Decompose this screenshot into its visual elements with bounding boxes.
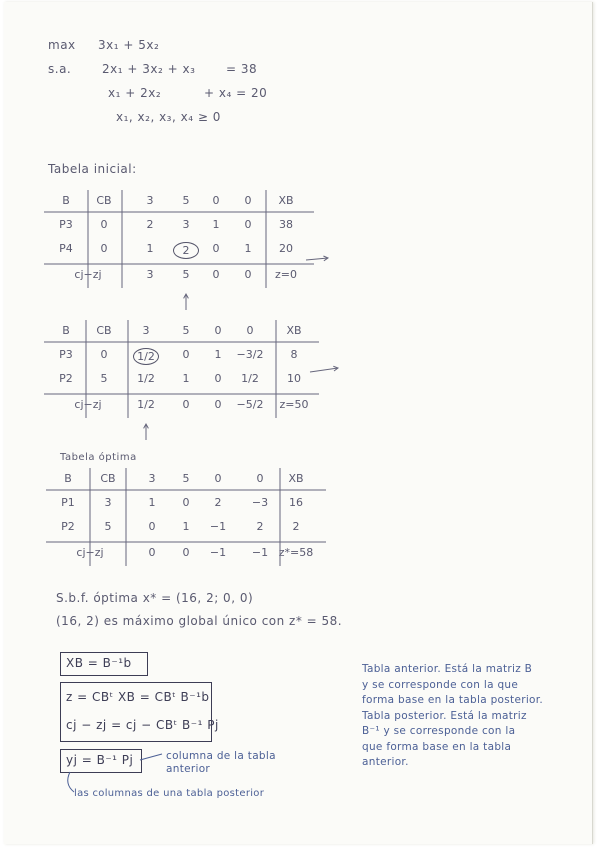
table-header-cell: CB	[96, 194, 112, 207]
side-note-line: forma base en la tabla posterior.	[362, 694, 544, 706]
table-cell: P2	[59, 372, 73, 385]
table-header-cell: 0	[214, 472, 222, 485]
table-cell: 5	[100, 372, 108, 385]
table-cell: 1	[182, 520, 190, 533]
pivot-element: 1/2	[133, 348, 159, 365]
table-header-cell: CB	[100, 472, 116, 485]
table-header-cell: 0	[246, 324, 254, 337]
table-cell: 1	[212, 218, 220, 231]
table-header-cell: 0	[212, 194, 220, 207]
reduced-cost-cell: 0	[148, 546, 156, 559]
pivot-element: 2	[173, 242, 199, 259]
side-note-line: B⁻¹ y se corresponde con la	[362, 725, 516, 737]
constraint-1-lhs: 2x₁ + 3x₂ + x₃	[102, 62, 196, 76]
reduced-cost-cell: 3	[146, 268, 154, 281]
table-cell: 1	[214, 348, 222, 361]
reduced-cost-cell: 5	[182, 268, 190, 281]
reduced-cost-cell: −5/2	[236, 398, 264, 411]
table-cell: 1	[146, 242, 154, 255]
table-cell: 1/2	[137, 372, 155, 385]
reduced-cost-cell: 0	[214, 398, 222, 411]
pencil-marks	[4, 2, 592, 844]
constraint-1-rhs: = 38	[226, 62, 258, 76]
paper-sheet	[4, 2, 593, 844]
table-cell: 0	[214, 372, 222, 385]
table-cell: −3/2	[236, 348, 264, 361]
table-cell: 3	[104, 496, 112, 509]
table-header-cell: B	[62, 324, 70, 337]
table-cell: P3	[59, 348, 73, 361]
leaving-row-arrow	[310, 368, 338, 372]
objective-function: 3x₁ + 5x₂	[98, 38, 160, 52]
table-header-cell: B	[64, 472, 72, 485]
table-cell: 0	[182, 496, 190, 509]
reduced-cost-cell: 0	[182, 546, 190, 559]
table-cell: 3	[182, 218, 190, 231]
table-cell: P4	[59, 242, 73, 255]
constraint-2-rhs: + x₄ = 20	[204, 86, 268, 100]
reduced-cost-cell: −1	[251, 546, 269, 559]
table-cell: 16	[289, 496, 303, 509]
side-note-line: Tabla anterior. Está la matriz B	[362, 663, 533, 675]
table-header-cell: XB	[288, 472, 304, 485]
table-cell: 0	[100, 218, 108, 231]
constraint-2-lhs: x₁ + 2x₂	[108, 86, 162, 100]
table-cell: 0	[182, 348, 190, 361]
table-cell: 1	[182, 372, 190, 385]
bottom-note: las columnas de una tabla posterior	[74, 788, 265, 799]
table-1-title: Tabela inicial:	[48, 162, 137, 176]
table-cell: 10	[287, 372, 301, 385]
table-cell: 20	[279, 242, 293, 255]
table-cell: 38	[279, 218, 293, 231]
nonnegativity: x₁, x₂, x₃, x₄ ≥ 0	[116, 110, 221, 124]
table-cell: P1	[61, 496, 75, 509]
solution-line-1: S.b.f. óptima x* = (16, 2; 0, 0)	[56, 591, 254, 605]
table-header-cell: XB	[278, 194, 294, 207]
reduced-cost-cell: 1/2	[137, 398, 155, 411]
table-cell: −1	[209, 520, 227, 533]
reduced-cost-cell: cj−zj	[74, 398, 102, 411]
table-header-cell: 0	[214, 324, 222, 337]
table-header-cell: 0	[244, 194, 252, 207]
table-cell: 0	[148, 520, 156, 533]
table-header-cell: 0	[256, 472, 264, 485]
table-header-cell: CB	[96, 324, 112, 337]
formula-reduced-cost: cj − zj = cj − CBᵗ B⁻¹ Pj	[66, 718, 219, 732]
table-cell: 2	[256, 520, 264, 533]
table-cell: 0	[244, 218, 252, 231]
reduced-cost-cell: 0	[212, 268, 220, 281]
table-cell: 8	[290, 348, 298, 361]
table-cell: P2	[61, 520, 75, 533]
reduced-cost-cell: 0	[244, 268, 252, 281]
table-header-cell: B	[62, 194, 70, 207]
table-header-cell: 3	[142, 324, 150, 337]
table-cell: 0	[212, 242, 220, 255]
side-note-line: Tabla posterior. Está la matriz	[362, 709, 527, 722]
subject-to-keyword: s.a.	[48, 62, 72, 76]
side-note-line: y se corresponde con la que	[362, 678, 519, 691]
table-cell: P3	[59, 218, 73, 231]
side-note-line: que forma base en la tabla	[362, 740, 512, 753]
table-cell: 2	[292, 520, 300, 533]
formula-arrow-down	[68, 772, 74, 792]
table-header-cell: XB	[286, 324, 302, 337]
reduced-cost-cell: z*=58	[278, 546, 314, 559]
solution-line-2: (16, 2) es máximo global único con z* = 58.	[56, 614, 343, 628]
side-note-line: anterior.	[362, 756, 409, 768]
table-cell: 2	[214, 496, 222, 509]
formula-xb: XB = B⁻¹b	[66, 656, 132, 670]
reduced-cost-cell: z=0	[275, 268, 297, 281]
table-cell: 1	[244, 242, 252, 255]
table-3-title: Tabela óptima	[60, 452, 137, 463]
table-cell: −3	[251, 496, 269, 509]
table-cell: 0	[100, 348, 108, 361]
formula-yj: yj = B⁻¹ Pj	[66, 753, 134, 767]
table-header-cell: 5	[182, 194, 190, 207]
reduced-cost-cell: cj−zj	[76, 546, 104, 559]
table-cell: 2	[146, 218, 154, 231]
reduced-cost-cell: −1	[209, 546, 227, 559]
objective-keyword: max	[48, 38, 76, 52]
table-header-cell: 3	[148, 472, 156, 485]
reduced-cost-cell: 0	[182, 398, 190, 411]
table-header-cell: 3	[146, 194, 154, 207]
reduced-cost-cell: z=50	[279, 398, 309, 411]
formula-arrow	[140, 754, 162, 760]
reduced-cost-cell: cj−zj	[74, 268, 102, 281]
table-cell: 1	[148, 496, 156, 509]
arrow-note: columna de la tabla anterior	[166, 750, 276, 775]
table-header-cell: 5	[182, 324, 190, 337]
table-cell: 1/2	[241, 372, 259, 385]
table-cell: 5	[104, 520, 112, 533]
table-cell: 0	[100, 242, 108, 255]
formula-z: z = CBᵗ XB = CBᵗ B⁻¹b	[66, 690, 210, 704]
table-header-cell: 5	[182, 472, 190, 485]
